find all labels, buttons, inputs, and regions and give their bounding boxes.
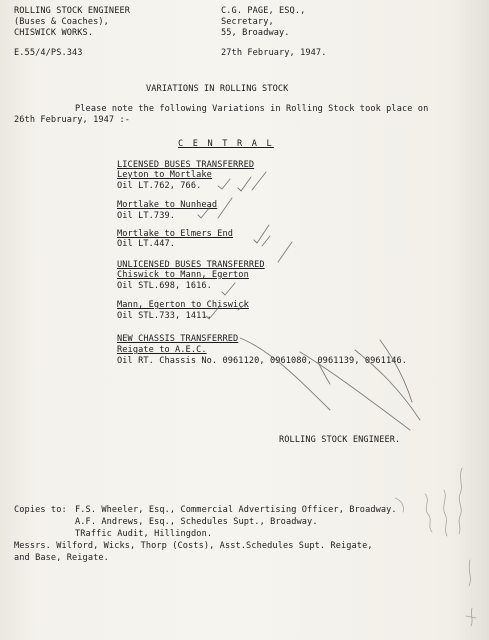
entry-route: Mortlake to Elmers End xyxy=(117,229,234,239)
group-heading-unlicensed: UNLICENSED BUSES TRANSFERRED xyxy=(117,260,265,270)
tick-mark-icon xyxy=(218,198,232,218)
from-line-2: (Buses & Coaches), xyxy=(14,17,109,27)
entry-vehicles: Oil RT. Chassis No. 0961120, 0961080, 0961139, 0961146. xyxy=(117,356,408,366)
copy-recipient: A.F. Andrews, Esq., Schedules Supt., Broadway. xyxy=(75,517,318,527)
reference-number: E.55/4/PS.343 xyxy=(14,48,83,58)
pencil-stroke-icon xyxy=(240,338,330,410)
copy-recipient: TRaffic Audit, Hillingdon. xyxy=(75,529,213,539)
to-line-1: C.G. PAGE, ESQ., xyxy=(221,6,306,16)
intro-line-2: 26th February, 1947 :- xyxy=(14,115,131,125)
copy-recipient: and Base, Reigate. xyxy=(14,553,109,563)
group-heading-licensed: LICENSED BUSES TRANSFERRED xyxy=(117,160,255,170)
entry-vehicles: Oil LT.447. xyxy=(117,239,176,249)
entry-vehicles: Oil STL.733, 1411. xyxy=(117,311,212,321)
entry-route: Reigate to A.E.C. xyxy=(117,345,207,355)
tick-mark-icon xyxy=(238,177,251,191)
copies-label: Copies to: xyxy=(14,505,67,515)
document-date: 27th February, 1947. xyxy=(221,48,327,58)
handwritten-scribble-icon xyxy=(444,490,447,536)
copy-recipient: Messrs. Wilford, Wicks, Thorp (Costs), Asst.Schedules Supt. Reigate, xyxy=(14,541,373,551)
to-line-3: 55, Broadway. xyxy=(221,28,290,38)
handwritten-scribble-icon xyxy=(459,468,462,534)
document-title: VARIATIONS IN ROLLING STOCK xyxy=(146,84,289,94)
group-heading-new-chassis: NEW CHASSIS TRANSFERRED xyxy=(117,334,239,344)
entry-vehicles: Oil STL.698, 1616. xyxy=(117,281,212,291)
pencil-stroke-icon xyxy=(380,340,412,402)
tick-mark-icon xyxy=(252,172,266,190)
tick-mark-icon xyxy=(254,225,269,243)
intro-line-1: Please note the following Variations in Rolling Stock took place on xyxy=(75,104,429,114)
entry-route: Leyton to Mortlake xyxy=(117,170,212,180)
section-heading: C E N T R A L xyxy=(178,139,274,149)
tick-mark-icon xyxy=(262,236,270,246)
handwritten-scribble-icon xyxy=(469,560,470,586)
entry-route: Mann, Egerton to Chiswick xyxy=(117,300,249,310)
from-line-1: ROLLING STOCK ENGINEER xyxy=(14,6,131,16)
handwritten-scribble-icon xyxy=(466,608,476,626)
entry-vehicles: Oil LT.739. xyxy=(117,211,176,221)
tick-mark-icon xyxy=(278,242,292,262)
from-line-3: CHISWICK WORKS. xyxy=(14,28,94,38)
handwritten-scribble-icon xyxy=(425,494,432,532)
entry-route: Chiswick to Mann, Egerton xyxy=(117,270,249,280)
tick-mark-icon xyxy=(222,283,235,295)
signature-block: ROLLING STOCK ENGINEER. xyxy=(279,435,401,445)
entry-vehicles: Oil LT.762, 766. xyxy=(117,181,202,191)
entry-route: Mortlake to Nunhead xyxy=(117,200,218,210)
to-line-2: Secretary, xyxy=(221,17,274,27)
tick-mark-icon xyxy=(218,179,230,189)
copy-recipient: F.S. Wheeler, Esq., Commercial Advertising Officer, Broadway. xyxy=(75,505,397,515)
